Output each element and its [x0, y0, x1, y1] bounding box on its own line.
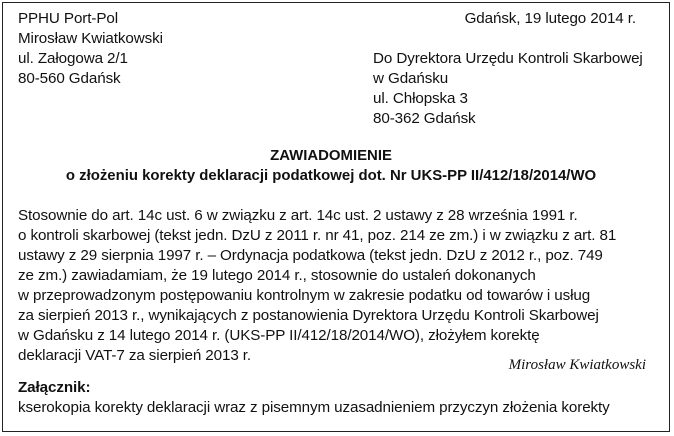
body-line: Stosownie do art. 14c ust. 6 w związku z art. 14c ust. 2 ustawy z 28 września 1991 r. — [18, 207, 578, 224]
document-subtitle: o złożeniu korekty deklaracji podatkowej dot. Nr UKS-PP II/412/18/2014/WO — [65, 167, 597, 184]
sender-street: ul. Załogowa 2/1 — [18, 50, 128, 67]
body-line: w przeprowadzonym postępowaniu kontrolnym w zakresie podatku od towarów i usług — [18, 287, 591, 304]
attachment-label: Załącznik: — [18, 379, 91, 396]
recipient-line-1: Do Dyrektora Urzędu Kontroli Skarbowej — [373, 50, 643, 67]
recipient-line-3: ul. Chłopska 3 — [373, 90, 468, 107]
body-line: o kontroli skarbowej (tekst jedn. DzU z 2011 r. nr 41, poz. 214 ze zm.) i w związku z art. 81 — [18, 227, 617, 244]
recipient-line-4: 80-362 Gdańsk — [373, 110, 476, 127]
body-line: w Gdańsku z 14 lutego 2014 r. (UKS-PP II/412/18/2014/WO), złożyłem korektę — [18, 327, 540, 344]
sender-company: PPHU Port-Pol — [18, 10, 118, 27]
body-line: za sierpień 2013 r., wynikających z postanowienia Dyrektora Urzędu Kontroli Skarbowej — [18, 307, 599, 324]
sender-city: 80-560 Gdańsk — [18, 70, 121, 87]
body-line: ustawy z 29 sierpnia 1997 r. – Ordynacja podatkowa (tekst jedn. DzU z 2012 r., poz. 749 — [18, 247, 603, 264]
recipient-line-2: w Gdańsku — [373, 70, 449, 87]
signature: Mirosław Kwiatkowski — [508, 357, 646, 373]
sender-name: Mirosław Kwiatkowski — [18, 30, 163, 47]
body-line: ze zm.) zawiadamiam, że 19 lutego 2014 r., stosownie do ustaleń dokonanych — [18, 267, 536, 284]
document-date: Gdańsk, 19 lutego 2014 r. — [464, 10, 636, 27]
attachment-text: kserokopia korekty deklaracji wraz z pisemnym uzasadnieniem przyczyn złożenia korekty — [18, 399, 610, 416]
body-line: deklaracji VAT-7 za sierpień 2013 r. — [18, 347, 252, 364]
document-title: ZAWIADOMIENIE — [270, 147, 392, 164]
